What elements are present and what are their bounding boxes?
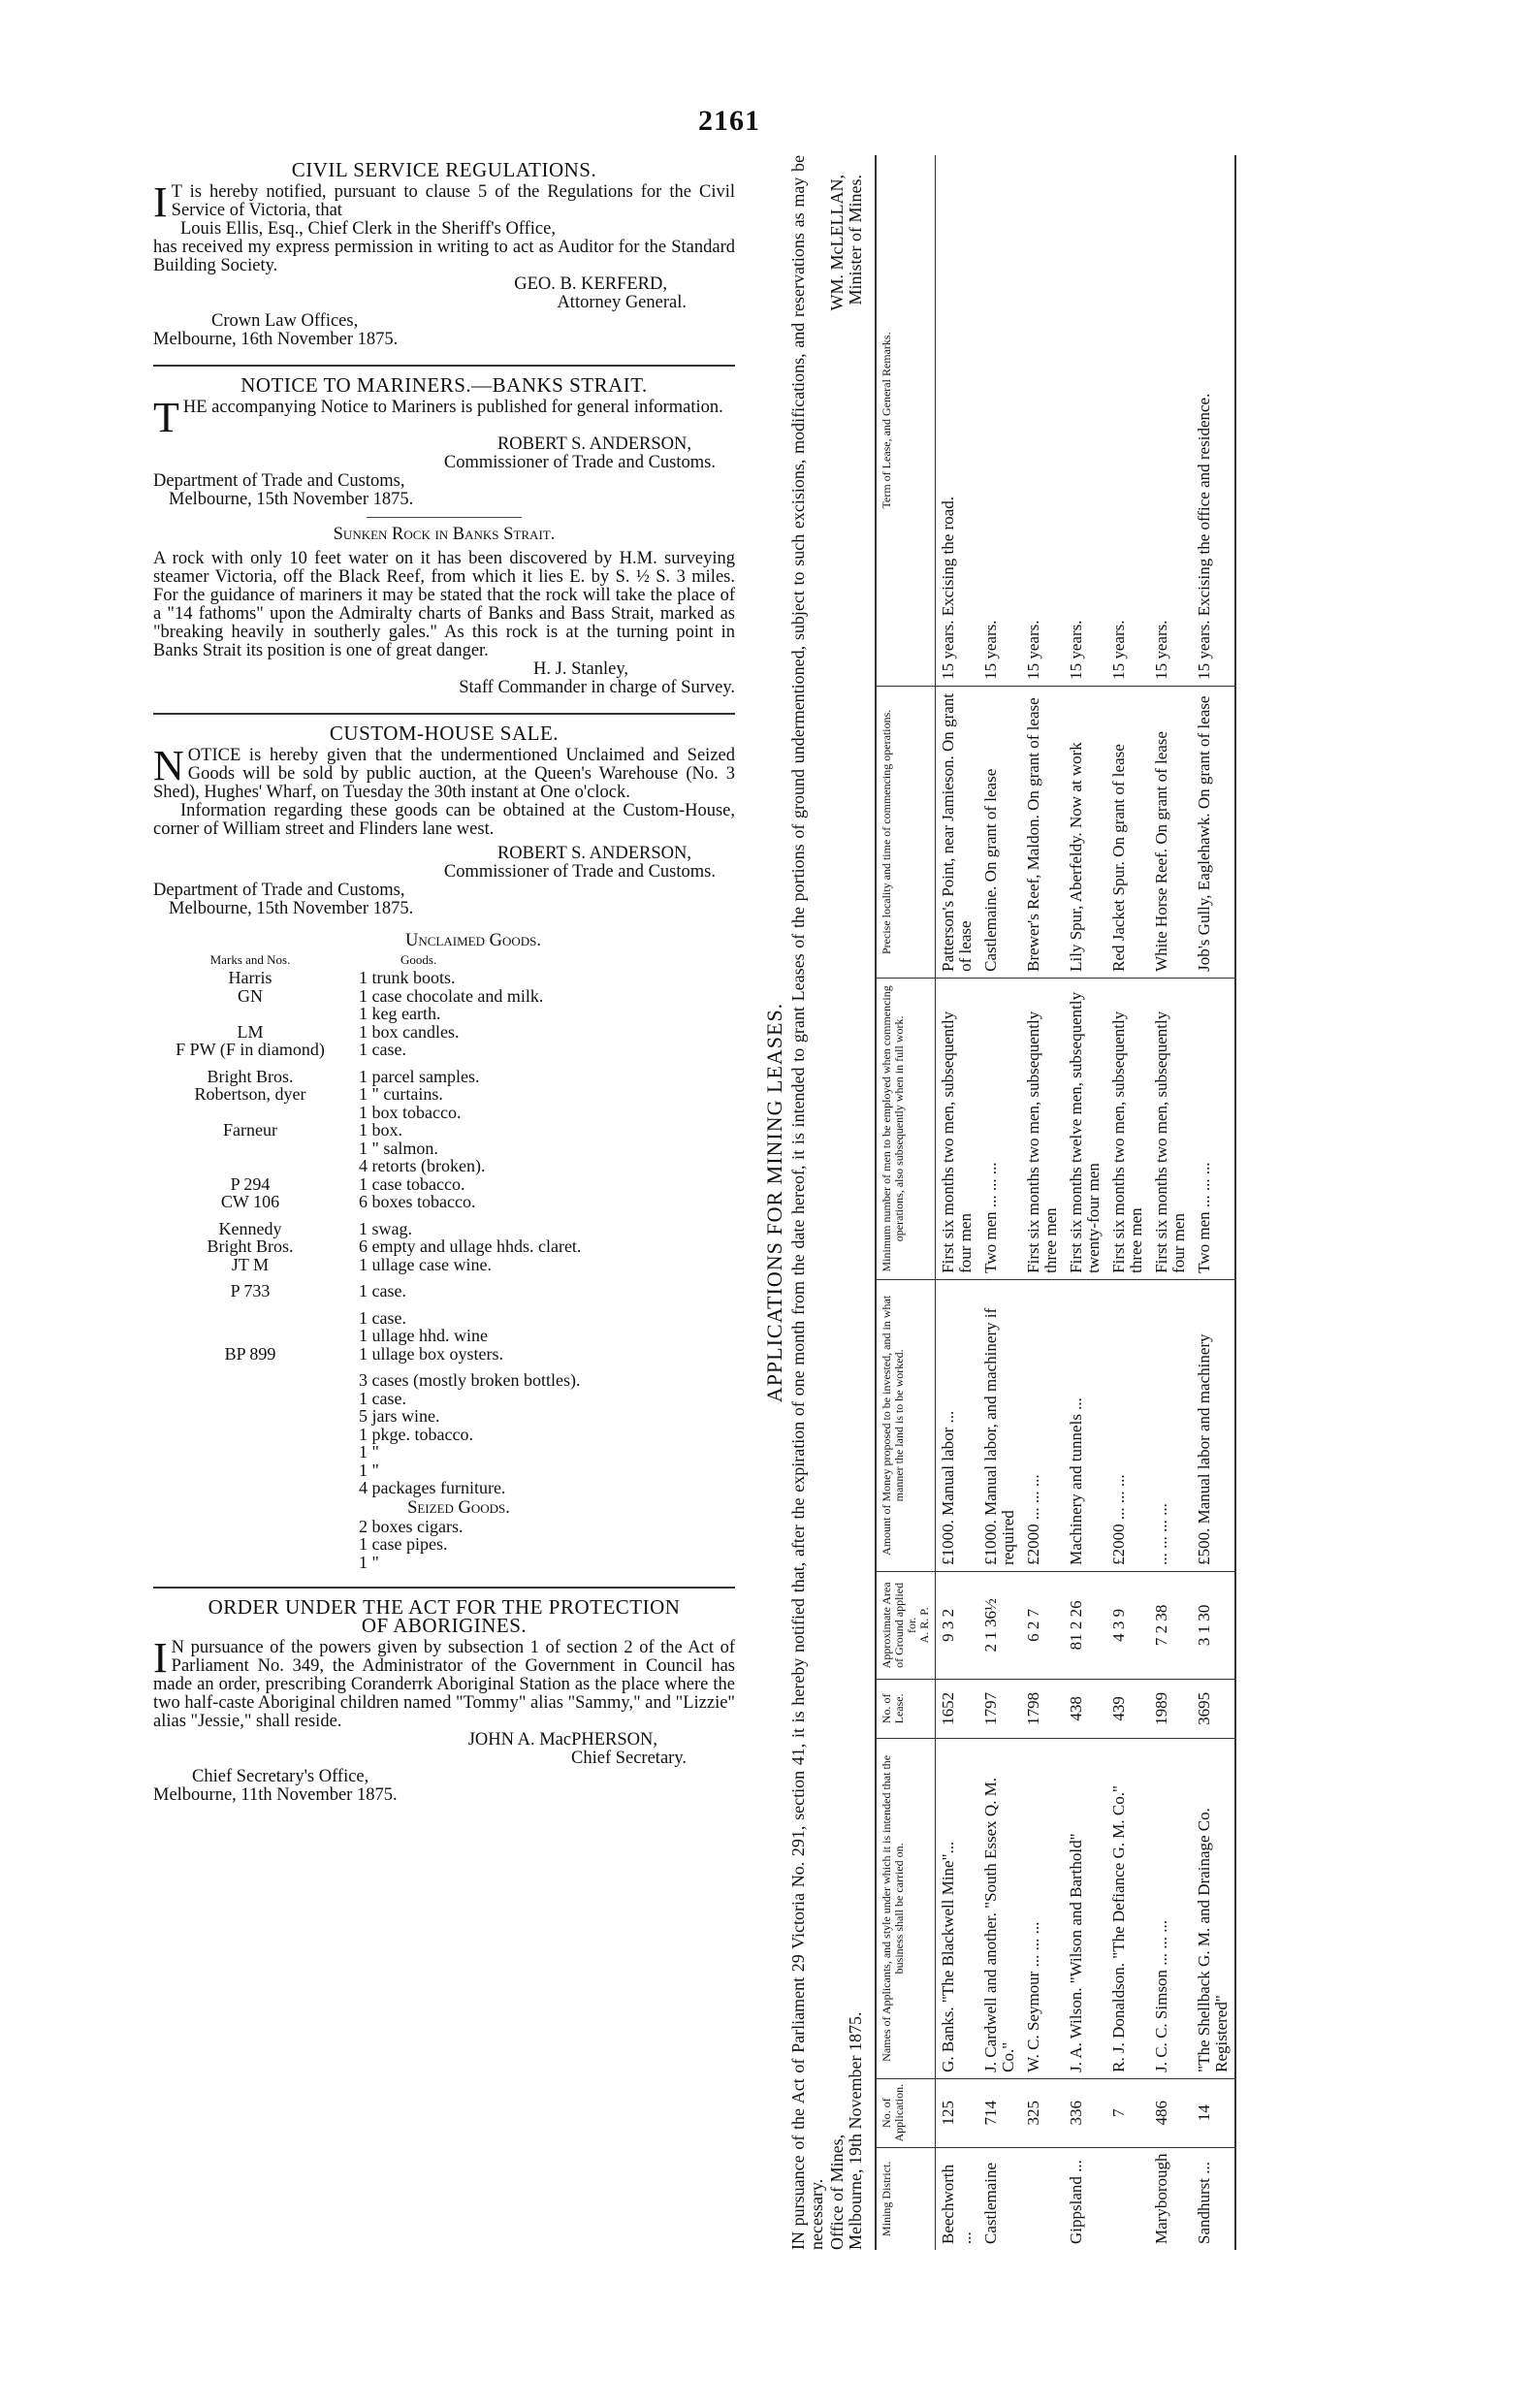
cell-term: 15 years. <box>1064 155 1106 686</box>
cell-app: 325 <box>1021 2078 1064 2147</box>
goods-item: 6 boxes tobacco. <box>359 1192 476 1211</box>
goods-row <box>153 1175 735 1194</box>
custom-place1: Department of Trade and Customs, <box>153 881 405 900</box>
aborigines-place2: Melbourne, 11th November 1875. <box>153 1785 398 1805</box>
cell-names: J. A. Wilson. "Wilson and Barthold" <box>1064 1738 1106 2078</box>
goods-item: 1 box candles. <box>359 1021 460 1042</box>
goods-mark: P 733 <box>230 1281 271 1300</box>
cell-lease: 1652 <box>936 1679 979 1738</box>
civil-signer-title: Attorney General. <box>557 293 687 312</box>
custom-signer: ROBERT S. ANDERSON, <box>496 844 691 863</box>
mining-place1: Office of Mines, <box>827 2134 847 2250</box>
cell-district <box>1106 2147 1149 2250</box>
goods-mark: Kennedy <box>218 1218 282 1238</box>
goods-mark: LM <box>237 1021 264 1042</box>
goods-row <box>153 1237 735 1256</box>
cell-names: J. Cardwell and another. "South Essex Q. M. Co." <box>978 1738 1021 2078</box>
goods-row <box>153 1220 735 1238</box>
civil-title: CIVIL SERVICE REGULATIONS. <box>291 158 597 181</box>
mariners-signer-title: Commissioner of Trade and Customs. <box>443 453 716 472</box>
goods-mark <box>153 1390 347 1408</box>
cell-money: ... ... ... ... <box>1149 1279 1192 1571</box>
cell-locality: Lily Spur, Aberfeldy. Now at work <box>1064 686 1106 978</box>
goods-mark: Farneur <box>223 1120 277 1140</box>
goods-mark <box>153 1518 347 1536</box>
custom-para2: Information regarding these goods can be obtained at the Custom-House, corner of William street and Flinders lane west. <box>153 801 735 839</box>
goods-row <box>153 1479 735 1497</box>
goods-row <box>153 1193 735 1211</box>
goods-item: 1 case chocolate and milk. <box>359 985 544 1006</box>
lease-rows <box>936 155 1236 2250</box>
cell-app: 125 <box>936 2078 979 2147</box>
civil-service-notice <box>153 158 735 349</box>
goods-item: 1 case. <box>359 1307 406 1328</box>
seized-row <box>153 1554 735 1572</box>
cell-area: 9 3 2 <box>936 1571 979 1679</box>
goods-mark <box>153 1461 347 1480</box>
mariners-title: NOTICE TO MARINERS.—BANKS STRAIT. <box>240 373 648 397</box>
cell-area: 3 1 30 <box>1192 1571 1235 1679</box>
goods-row <box>153 1041 735 1059</box>
goods-item: 3 cases (mostly broken bottles). <box>359 1370 581 1390</box>
aborigines-dropcap: I <box>153 1634 168 1682</box>
cell-names: R. J. Donaldson. "The Defiance G. M. Co." <box>1106 1738 1149 2078</box>
col-men: Minimum number of men to be employed when commencing operations, also subsequently when in full work. <box>876 978 936 1279</box>
goods-item: 1 box tobacco. <box>359 1102 462 1122</box>
custom-place2: Melbourne, 15th November 1875. <box>169 899 414 918</box>
goods-item: 4 packages furniture. <box>359 1478 506 1497</box>
seized-item: 1 case pipes. <box>359 1534 448 1554</box>
goods-mark <box>153 1554 347 1572</box>
divider <box>153 365 735 367</box>
goods-col-header: Goods. <box>400 952 437 967</box>
cell-app: 7 <box>1106 2078 1149 2147</box>
goods-mark: Bright Bros. <box>207 1066 294 1086</box>
aborigines-place1: Chief Secretary's Office, <box>192 1767 369 1786</box>
unclaimed-goods-list <box>153 969 735 1497</box>
goods-row <box>153 1256 735 1274</box>
seized-row <box>153 1535 735 1554</box>
goods-item: 1 trunk boots. <box>359 968 456 987</box>
cell-area: 81 2 26 <box>1064 1571 1106 1679</box>
cell-locality: Castlemaine. On grant of lease <box>978 686 1021 978</box>
cell-men: First six months two men, subsequently three men <box>1021 978 1064 1279</box>
goods-mark <box>153 1140 347 1158</box>
divider <box>153 713 735 715</box>
goods-item: 1 " curtains. <box>359 1084 443 1104</box>
col-area <box>876 1571 936 1679</box>
civil-para3: has received my express permission in writing to act as Auditor for the Standard Building Society. <box>153 238 735 275</box>
goods-row <box>153 1005 735 1023</box>
cell-district: Maryborough <box>1152 2153 1170 2244</box>
unclaimed-heading: Unclaimed Goods. <box>405 931 541 950</box>
goods-row <box>153 1426 735 1444</box>
cell-names: J. C. C. Simson ... ... ... <box>1149 1738 1192 2078</box>
goods-mark: Harris <box>228 968 272 987</box>
col-money: Amount of Money proposed to be invested, and in what manner the land is to be worked. <box>876 1279 936 1571</box>
divider <box>153 1587 735 1589</box>
goods-row <box>153 969 735 987</box>
mining-leases-table <box>875 155 1236 2250</box>
cell-locality: Job's Gully, Eaglehawk. On grant of lease <box>1192 686 1235 978</box>
goods-row <box>153 1345 735 1364</box>
seized-goods-list <box>153 1518 735 1572</box>
table-row <box>1149 155 1192 2250</box>
cell-money: £2000 ... ... ... <box>1021 1279 1064 1571</box>
custom-para1: OTICE is hereby given that the undermentioned Unclaimed and Seized Goods will be sold by public auction, at the Queen's Warehouse (No. 3 Shed), Hughes' Wharf, on Tuesday the 30th instant at One o'clock. <box>153 746 735 802</box>
goods-mark: BP 899 <box>224 1343 276 1364</box>
table-header-row <box>876 155 936 2250</box>
mining-leases-rotated <box>761 155 1338 2250</box>
civil-signer: GEO. B. KERFERD, <box>514 274 667 294</box>
goods-item: 4 retorts (broken). <box>359 1156 486 1175</box>
seized-row <box>153 1518 735 1536</box>
col-area-label: Approximate Area of Ground applied for. <box>880 1582 918 1669</box>
cell-app: 714 <box>978 2078 1021 2147</box>
mining-intro: IN pursuance of the Act of Parliament 29 Victoria No. 291, section 41, it is hereby notified that, after the expiration of one month from the date hereof, it is intended to grant Leases of the portions of ground undermentioned, subject to such excisions, modifications, and reservations as may be necessary. <box>788 155 826 2250</box>
goods-item: 1 swag. <box>359 1218 412 1238</box>
goods-row <box>153 1140 735 1158</box>
goods-mark: GN <box>238 985 263 1006</box>
cell-area: 6 2 7 <box>1021 1571 1064 1679</box>
goods-row <box>153 987 735 1006</box>
cell-men: First six months two men, subsequently four men <box>936 978 979 1279</box>
goods-item: 1 ullage case wine. <box>359 1254 492 1274</box>
cell-app: 486 <box>1149 2078 1192 2147</box>
cell-term: 15 years. <box>1149 155 1192 686</box>
col-district: Mining District. <box>876 2147 936 2250</box>
cell-locality: White Horse Reef. On grant of lease <box>1149 686 1192 978</box>
goods-mark <box>153 1479 347 1497</box>
cell-lease: 439 <box>1106 1679 1149 1738</box>
civil-dropcap: I <box>153 178 168 226</box>
goods-item: 1 keg earth. <box>359 1004 441 1023</box>
cell-district: Gippsland ... <box>1067 2160 1085 2244</box>
goods-row <box>153 1300 735 1309</box>
aborigines-title1: ORDER UNDER THE ACT FOR THE PROTECTION <box>208 1595 681 1619</box>
cell-men: Two men ... ... ... <box>1192 978 1235 1279</box>
goods-item: 1 " <box>359 1460 379 1480</box>
cell-lease: 438 <box>1064 1679 1106 1738</box>
aborigines-order <box>153 1595 735 1805</box>
cell-men: First six months twelve men, subsequently twenty-four men <box>1064 978 1106 1279</box>
custom-signer-title: Commissioner of Trade and Customs. <box>443 862 716 882</box>
goods-mark: JT M <box>231 1254 270 1274</box>
goods-mark <box>153 1443 347 1461</box>
goods-mark <box>153 1005 347 1023</box>
cell-locality: Brewer's Reef, Maldon. On grant of lease <box>1021 686 1064 978</box>
goods-mark <box>153 1157 347 1175</box>
civil-place1: Crown Law Offices, <box>211 311 359 331</box>
goods-row <box>153 1309 735 1328</box>
goods-item: 1 pkge. tobacco. <box>359 1424 473 1444</box>
civil-para2: Louis Ellis, Esq., Chief Clerk in the Sheriff's Office, <box>180 219 556 239</box>
civil-place2: Melbourne, 16th November 1875. <box>153 330 399 349</box>
goods-row <box>153 1327 735 1345</box>
goods-row <box>153 1157 735 1175</box>
table-row <box>936 155 979 2250</box>
goods-mark <box>153 1300 347 1309</box>
goods-row <box>153 1282 735 1300</box>
col-app-no: No. of Application. <box>876 2078 936 2147</box>
mining-place2: Melbourne, 19th November 1875. <box>846 2011 865 2250</box>
civil-para1: T is hereby notified, pursuant to clause 5 of the Regulations for the Civil Service of Victoria, that <box>171 182 735 220</box>
goods-row <box>153 1461 735 1480</box>
goods-row <box>153 1390 735 1408</box>
goods-mark: CW 106 <box>220 1192 280 1211</box>
aborigines-signer: JOHN A. MacPHERSON, <box>467 1730 657 1750</box>
cell-district: Castlemaine <box>981 2162 1000 2244</box>
col-term: Term of Lease, and General Remarks. <box>876 155 936 686</box>
goods-row <box>153 1023 735 1042</box>
goods-item: 1 case. <box>359 1281 406 1300</box>
goods-item: 1 box. <box>359 1120 402 1140</box>
cell-lease: 3695 <box>1192 1679 1235 1738</box>
cell-men: First six months two men, subsequently four men <box>1149 978 1192 1279</box>
goods-item: 5 jars wine. <box>359 1406 440 1426</box>
cell-names: "The Shellback G. M. and Drainage Co. Registered" <box>1192 1738 1235 2078</box>
cell-term: 15 years. <box>1106 155 1149 686</box>
mariners-subtitle: Sunken Rock in Banks Strait. <box>333 525 556 544</box>
cell-area: 2 1 36½ <box>978 1571 1021 1679</box>
table-row <box>1064 155 1106 2250</box>
goods-row <box>153 1407 735 1426</box>
goods-row <box>153 1085 735 1104</box>
cell-district: Sandhurst ... <box>1195 2162 1213 2244</box>
goods-mark <box>153 1371 347 1390</box>
goods-mark <box>153 1309 347 1328</box>
col-lease-no: No. of Lease. <box>876 1679 936 1738</box>
cell-lease: 1989 <box>1149 1679 1192 1738</box>
cell-money: Machinery and tunnels ... <box>1064 1279 1106 1571</box>
table-row <box>1021 155 1064 2250</box>
mariners-dropcap: T <box>153 394 179 441</box>
mining-title: APPLICATIONS FOR MINING LEASES. <box>762 1002 786 1403</box>
goods-item: 1 case. <box>359 1388 406 1408</box>
cell-money: £500. Manual labor and machinery <box>1192 1279 1235 1571</box>
cell-term: 15 years. <box>1021 155 1064 686</box>
goods-row <box>153 1104 735 1122</box>
goods-mark: Bright Bros. <box>207 1236 294 1256</box>
goods-mark <box>153 1363 347 1371</box>
custom-house-notice <box>153 724 735 1571</box>
goods-mark: F PW (F in diamond) <box>176 1040 325 1059</box>
cell-area: 7 2 38 <box>1149 1571 1192 1679</box>
seized-item: 2 boxes cigars. <box>359 1516 464 1536</box>
left-column <box>153 155 735 1805</box>
goods-header <box>153 950 735 969</box>
goods-row <box>153 1371 735 1390</box>
mining-leases <box>761 155 1338 2250</box>
mariners-para1: HE accompanying Notice to Mariners is published for general information. <box>182 398 723 417</box>
mariners-place2: Melbourne, 15th November 1875. <box>169 490 414 509</box>
goods-mark: P 294 <box>230 1173 271 1194</box>
goods-item: 1 " <box>359 1442 379 1461</box>
mariners-signer2: H. J. Stanley, <box>533 659 628 679</box>
cell-names: W. C. Seymour ... ... ... <box>1021 1738 1064 2078</box>
cell-app: 14 <box>1192 2078 1235 2147</box>
cell-term: 15 years. Excising the office and residence. <box>1192 155 1235 686</box>
goods-row <box>153 1443 735 1461</box>
page-number: 2161 <box>698 105 760 137</box>
goods-row <box>153 1121 735 1140</box>
goods-item: 1 " salmon. <box>359 1138 438 1158</box>
custom-dropcap: N <box>153 742 184 789</box>
goods-mark <box>153 1426 347 1444</box>
cell-locality: Red Jacket Spur. On grant of lease <box>1106 686 1149 978</box>
goods-row <box>153 1068 735 1086</box>
mariners-body: A rock with only 10 feet water on it has been discovered by H.M. surveying steamer Victoria, off the Black Reef, from which it lies E. by S. ½ S. 3 miles. For the guidance of mariners it may be stated that the rock will take the place of a "14 fathoms" upon the Admiralty charts of Banks and Bass Strait, marked as "breaking heavily in southerly gales." As this rock is at the turning point in Banks Strait its position is one of great danger. <box>153 549 735 660</box>
cell-term: 15 years. Excising the road. <box>936 155 979 686</box>
table-row <box>978 155 1021 2250</box>
col-area-units: A. R. P. <box>917 1607 931 1644</box>
goods-mark <box>153 1104 347 1122</box>
cell-lease: 1798 <box>1021 1679 1064 1738</box>
goods-item: 1 parcel samples. <box>359 1066 480 1086</box>
goods-mark <box>153 1407 347 1426</box>
mariners-signer2-title: Staff Commander in charge of Survey. <box>459 678 735 697</box>
seized-heading: Seized Goods. <box>407 1497 510 1518</box>
aborigines-signer-title: Chief Secretary. <box>571 1749 687 1768</box>
col-locality: Precise locality and time of commencing operations. <box>876 686 936 978</box>
goods-item: 6 empty and ullage hhds. claret. <box>359 1236 582 1256</box>
cell-men: First six months two men, subsequently three men <box>1106 978 1149 1279</box>
goods-item: 1 ullage box oysters. <box>359 1343 503 1364</box>
mining-signer: WM. McLELLAN, <box>827 175 847 311</box>
aborigines-para1: N pursuance of the powers given by subsection 1 of section 2 of the Act of Parliament No. 349, the Administrator of the Government in Council has made an order, prescribing Coranderrk Aboriginal Station as the place where the two half-caste Aboriginal children named "Tommy" alias "Sammy," and "Lizzie" alias "Jessie," shall reside. <box>153 1638 735 1731</box>
col-names: Names of Applicants, and style under which it is intended that the business shall be carried on. <box>876 1738 936 2078</box>
mariners-signer: ROBERT S. ANDERSON, <box>496 434 691 454</box>
cell-money: £1000. Manual labor ... <box>936 1279 979 1571</box>
divider <box>367 517 522 518</box>
goods-item: 1 case. <box>359 1040 406 1059</box>
goods-item: 1 case tobacco. <box>359 1173 465 1194</box>
cell-money: £1000. Manual labor, and machinery if required <box>978 1279 1021 1571</box>
goods-item: 1 ullage hhd. wine <box>359 1326 488 1345</box>
mariners-place1: Department of Trade and Customs, <box>153 471 405 491</box>
goods-mark <box>153 1535 347 1554</box>
cell-names: G. Banks. "The Blackwell Mine"... <box>936 1738 979 2078</box>
custom-title: CUSTOM-HOUSE SALE. <box>329 722 560 745</box>
seized-item: 1 " <box>359 1552 379 1572</box>
cell-money: £2000 ... ... ... <box>1106 1279 1149 1571</box>
cell-district <box>1021 2147 1064 2250</box>
cell-men: Two men ... ... ... <box>978 978 1021 1279</box>
goods-mark <box>153 1327 347 1345</box>
aborigines-title2: OF ABORIGINES. <box>361 1614 528 1637</box>
table-row <box>1106 155 1149 2250</box>
cell-lease: 1797 <box>978 1679 1021 1738</box>
table-row <box>1192 155 1235 2250</box>
cell-district: Beechworth ... <box>939 2164 975 2244</box>
mining-signer-title: Minister of Mines. <box>846 175 865 305</box>
goods-mark: Robertson, dyer <box>194 1084 306 1104</box>
marks-col-header: Marks and Nos. <box>209 952 291 967</box>
cell-app: 336 <box>1064 2078 1106 2147</box>
cell-term: 15 years. <box>978 155 1021 686</box>
mariners-notice <box>153 373 735 697</box>
cell-locality: Patterson's Point, near Jamieson. On grant of lease <box>936 686 979 978</box>
cell-area: 4 3 9 <box>1106 1571 1149 1679</box>
